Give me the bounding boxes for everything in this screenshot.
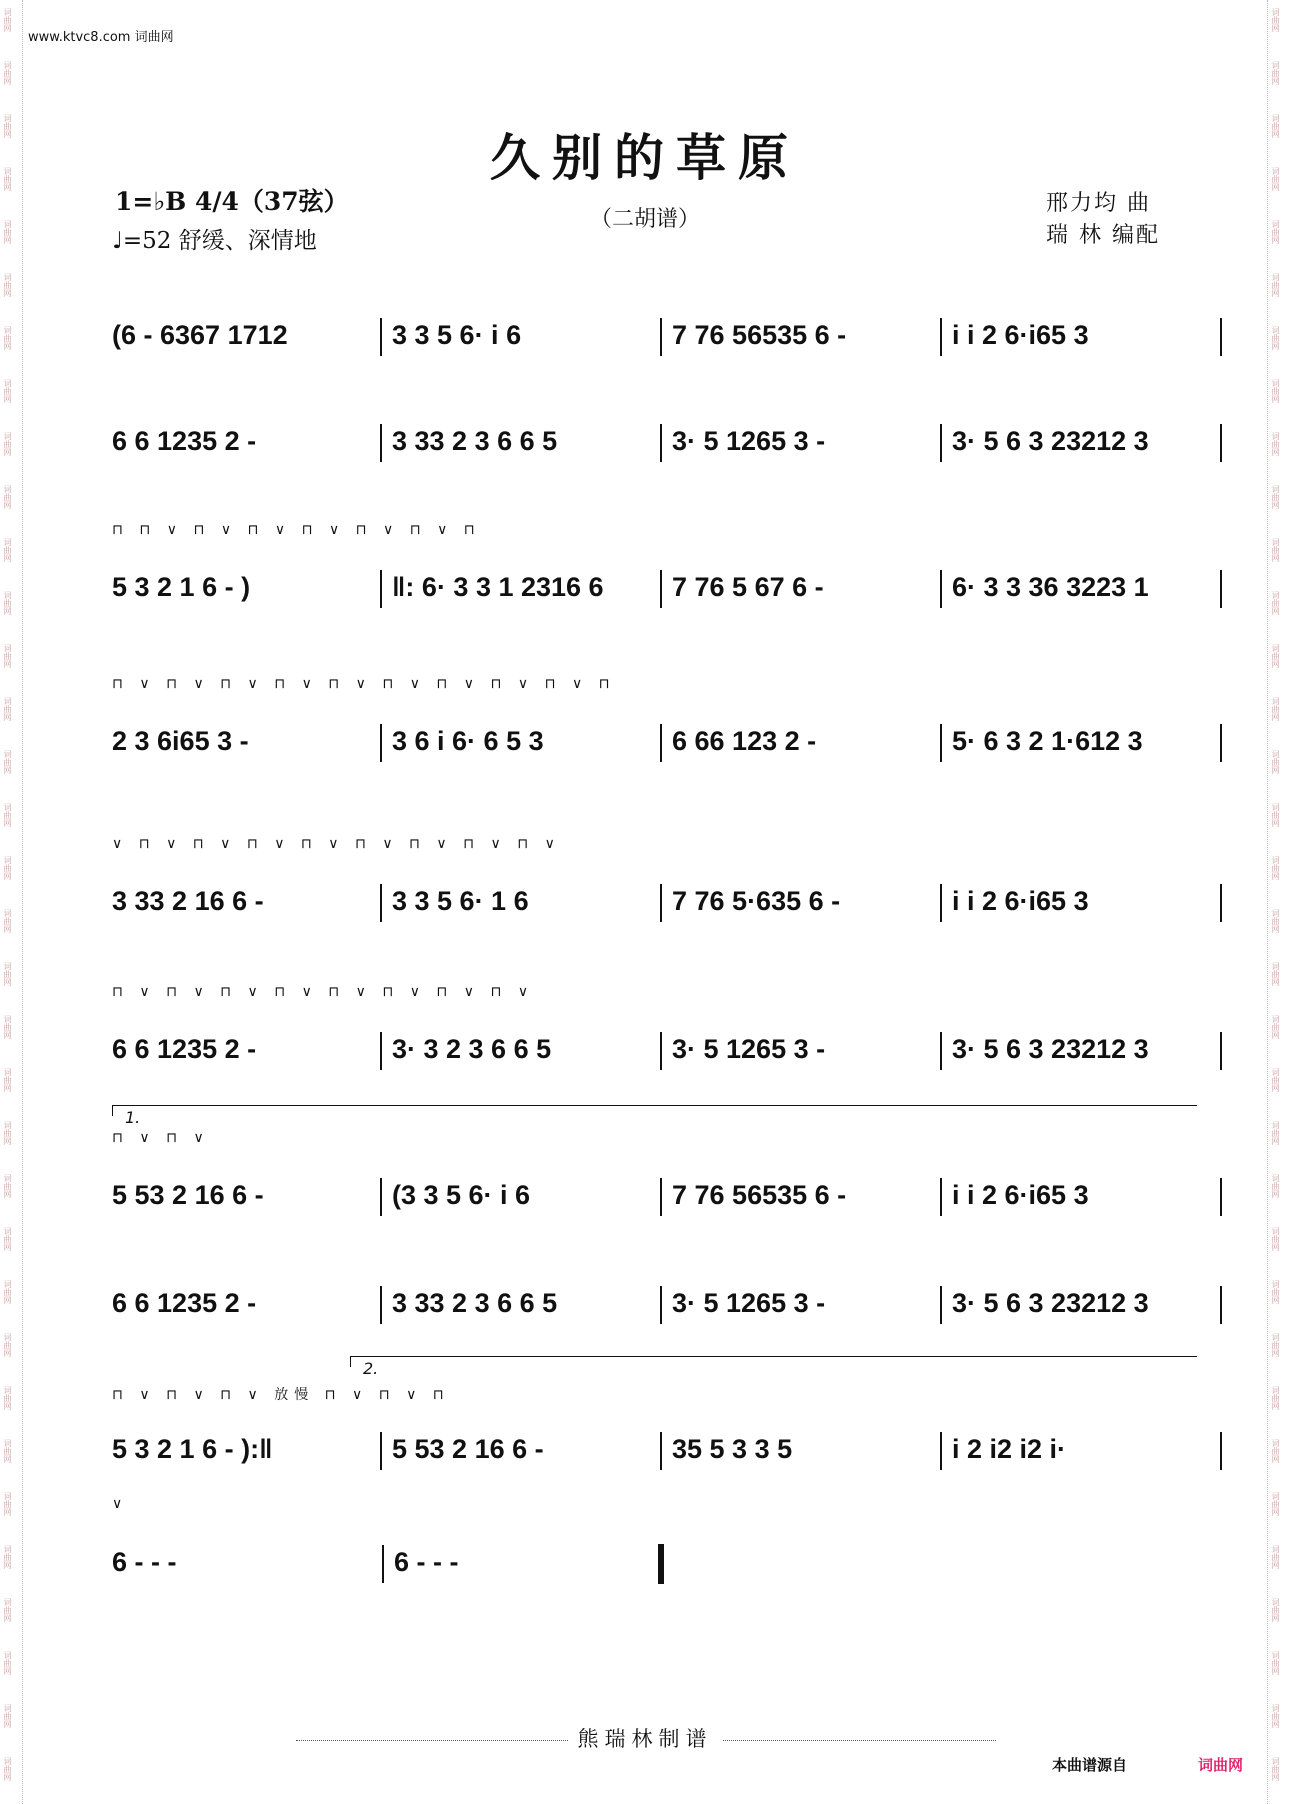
measure: 7 76 5 67 6 - — [672, 572, 824, 603]
measure: (3 3 5 6· i 6 — [392, 1180, 531, 1211]
bar-line — [940, 1286, 942, 1324]
tempo-marking: ♩=52 舒缓、深情地 — [112, 228, 317, 254]
score-row — [112, 1178, 1202, 1212]
bar-line — [380, 1432, 382, 1470]
bar-line — [380, 1178, 382, 1216]
margin-watermark-text: 词曲网 — [1271, 167, 1280, 191]
margin-watermark-text: 词曲网 — [3, 1545, 12, 1569]
bar-line — [940, 884, 942, 922]
margin-watermark-text: 词曲网 — [3, 1015, 12, 1039]
measure: 6· 3 3 36 3223 1 — [952, 572, 1149, 603]
bar-line — [660, 884, 662, 922]
bar-line — [382, 1545, 384, 1583]
margin-watermark-text: 词曲网 — [3, 1386, 12, 1410]
margin-watermark-text: 词曲网 — [1271, 1757, 1280, 1781]
bar-line — [380, 1032, 382, 1070]
bar-line — [1220, 884, 1222, 922]
right-margin-strip — [1267, 0, 1290, 1804]
bar-line — [1220, 1286, 1222, 1324]
margin-watermark-text: 词曲网 — [1271, 856, 1280, 880]
margin-watermark-text: 词曲网 — [1271, 962, 1280, 986]
margin-watermark-text: 词曲网 — [1271, 1015, 1280, 1039]
measure: 35 5 3 3 5 — [672, 1434, 793, 1465]
measure: 3 33 2 16 6 - — [112, 886, 264, 917]
footer-credit: 熊瑞林制谱 — [0, 1723, 1290, 1753]
margin-watermark-text: 词曲网 — [3, 1121, 12, 1145]
margin-watermark-text: 词曲网 — [1271, 697, 1280, 721]
margin-watermark-text: 词曲网 — [3, 1492, 12, 1516]
margin-watermark-text: 词曲网 — [1271, 8, 1280, 32]
margin-watermark-text: 词曲网 — [1271, 114, 1280, 138]
measure: 3 3 5 6· i 6 — [392, 320, 522, 351]
score-row — [112, 1032, 1202, 1066]
margin-watermark-text: 词曲网 — [3, 8, 12, 32]
bar-line — [660, 1178, 662, 1216]
bar-line — [940, 1432, 942, 1470]
measure: 7 76 56535 6 - — [672, 1180, 847, 1211]
bar-line — [380, 884, 382, 922]
measure: 2 3 6i65 3 - — [112, 726, 249, 757]
bowing-marks: ⊓ ∨ ⊓ ∨ ⊓ ∨ ⊓ ∨ ⊓ ∨ ⊓ ∨ ⊓ ∨ ⊓ ∨ — [112, 984, 535, 1000]
bar-line — [660, 424, 662, 462]
score-row — [112, 884, 1202, 918]
measure: 7 76 5·635 6 - — [672, 886, 841, 917]
bar-line — [1220, 318, 1222, 356]
measure: 3 6 i 6· 6 5 3 — [392, 726, 544, 757]
bar-line — [660, 570, 662, 608]
margin-watermark-text: 词曲网 — [1271, 644, 1280, 668]
measure: 5 3 2 1 6 - ) — [112, 572, 251, 603]
margin-watermark-text: 词曲网 — [3, 1598, 12, 1622]
bar-line — [1220, 570, 1222, 608]
margin-watermark-text: 词曲网 — [3, 326, 12, 350]
bowing-marks: ⊓ ∨ ⊓ ∨ ⊓ ∨ ⊓ ∨ ⊓ ∨ ⊓ ∨ ⊓ ∨ ⊓ ∨ ⊓ ∨ ⊓ — [112, 676, 616, 692]
bar-line — [660, 1286, 662, 1324]
key-signature: 1=♭B 4/4（37弦） — [115, 187, 349, 216]
bar-line — [940, 570, 942, 608]
bar-line — [660, 1432, 662, 1470]
bar-line — [660, 318, 662, 356]
score-row — [112, 570, 1202, 604]
bowing-marks: ⊓ ∨ ⊓ ∨ ⊓ ∨ 放慢 ⊓ ∨ ⊓ ∨ ⊓ — [112, 1387, 450, 1403]
margin-watermark-text: 词曲网 — [1271, 591, 1280, 615]
margin-watermark-text: 词曲网 — [3, 1439, 12, 1463]
margin-watermark-text: 词曲网 — [1271, 538, 1280, 562]
measure: 3· 5 1265 3 - — [672, 1288, 826, 1319]
margin-watermark-text: 词曲网 — [3, 803, 12, 827]
measure: 5 53 2 16 6 - — [112, 1180, 264, 1211]
score-row — [112, 424, 1202, 458]
margin-watermark-text: 词曲网 — [3, 485, 12, 509]
margin-watermark-text: 词曲网 — [3, 644, 12, 668]
margin-watermark-text: 词曲网 — [1271, 1439, 1280, 1463]
measure: i i 2 6·i65 3 — [952, 1180, 1089, 1211]
bar-line — [940, 424, 942, 462]
margin-watermark-text: 词曲网 — [3, 697, 12, 721]
bar-line — [1220, 1032, 1222, 1070]
song-subtitle: （二胡谱） — [589, 207, 700, 232]
song-title: 久别的草原 — [490, 128, 800, 187]
measure: 3· 3 2 3 6 6 5 — [392, 1034, 552, 1065]
measure: 3 33 2 3 6 6 5 — [392, 1288, 558, 1319]
score-row — [112, 318, 1202, 352]
score-row — [112, 724, 1202, 758]
margin-watermark-text: 词曲网 — [3, 538, 12, 562]
margin-watermark-text: 词曲网 — [3, 909, 12, 933]
measure: i i 2 6·i65 3 — [952, 886, 1089, 917]
source-site-link[interactable]: 词曲网 — [1198, 1756, 1244, 1774]
bar-line — [380, 570, 382, 608]
measure: 6 66 123 2 - — [672, 726, 817, 757]
bar-line — [380, 424, 382, 462]
bowing-marks: ∨ ⊓ ∨ ⊓ ∨ ⊓ ∨ ⊓ ∨ ⊓ ∨ ⊓ ∨ ⊓ ∨ ⊓ ∨ — [112, 836, 561, 852]
margin-watermark-text: 词曲网 — [1271, 1333, 1280, 1357]
margin-watermark-text: 词曲网 — [1271, 1651, 1280, 1675]
margin-watermark-text: 词曲网 — [3, 1333, 12, 1357]
margin-watermark-text: 词曲网 — [1271, 379, 1280, 403]
margin-watermark-text: 词曲网 — [1271, 909, 1280, 933]
score-row — [112, 1432, 1202, 1466]
measure: 7 76 56535 6 - — [672, 320, 847, 351]
measure: (6 - 6367 1712 — [112, 320, 288, 351]
score-row — [112, 1286, 1202, 1320]
margin-watermark-text: 词曲网 — [3, 167, 12, 191]
measure: i i 2 6·i65 3 — [952, 320, 1089, 351]
bar-line — [380, 1286, 382, 1324]
bar-line — [380, 724, 382, 762]
bowing-marks: ⊓ ∨ ⊓ ∨ — [112, 1130, 210, 1146]
score-row — [112, 1544, 1202, 1578]
volta-1-label: 1. — [125, 1108, 141, 1127]
measure: 6 6 1235 2 - — [112, 1288, 257, 1319]
margin-watermark-text: 词曲网 — [1271, 220, 1280, 244]
bar-line — [660, 724, 662, 762]
bar-line — [1220, 1432, 1222, 1470]
bar-line — [1220, 724, 1222, 762]
arranger-credit: 瑞 林 编配 — [1046, 223, 1160, 248]
site-url[interactable]: www.ktvc8.com 词曲网 — [28, 30, 174, 45]
margin-watermark-text: 词曲网 — [3, 1068, 12, 1092]
margin-watermark-text: 词曲网 — [3, 114, 12, 138]
bar-line — [940, 724, 942, 762]
margin-watermark-text: 词曲网 — [1271, 1492, 1280, 1516]
margin-watermark-text: 词曲网 — [1271, 750, 1280, 774]
measure: 3· 5 6 3 23212 3 — [952, 1288, 1149, 1319]
source-label: 本曲谱源自 — [1052, 1756, 1128, 1774]
measure: 6 6 1235 2 - — [112, 426, 257, 457]
measure: 5 53 2 16 6 - — [392, 1434, 544, 1465]
margin-watermark-text: 词曲网 — [1271, 485, 1280, 509]
margin-watermark-text: 词曲网 — [3, 750, 12, 774]
margin-watermark-text: 词曲网 — [3, 1227, 12, 1251]
margin-watermark-text: 词曲网 — [1271, 432, 1280, 456]
margin-watermark-text: 词曲网 — [3, 591, 12, 615]
composer-credit: 邢力均 曲 — [1046, 191, 1151, 216]
measure: 6 - - - — [394, 1547, 459, 1578]
margin-watermark-text: 词曲网 — [3, 432, 12, 456]
margin-watermark-text: 词曲网 — [1271, 326, 1280, 350]
margin-watermark-text: 词曲网 — [1271, 1704, 1280, 1728]
bar-line — [940, 1178, 942, 1216]
measure: 5· 6 3 2 1·612 3 — [952, 726, 1143, 757]
bar-line — [1220, 1178, 1222, 1216]
bowing-marks: ∨ — [112, 1496, 129, 1512]
bowing-marks: ⊓ ⊓ ∨ ⊓ ∨ ⊓ ∨ ⊓ ∨ ⊓ ∨ ⊓ ∨ ⊓ — [112, 522, 481, 538]
margin-watermark-text: 词曲网 — [1271, 1174, 1280, 1198]
bar-line — [940, 318, 942, 356]
bar-line — [940, 1032, 942, 1070]
margin-watermark-text: 词曲网 — [3, 1651, 12, 1675]
bar-line — [660, 1032, 662, 1070]
margin-watermark-text: 词曲网 — [3, 1174, 12, 1198]
margin-watermark-text: 词曲网 — [3, 379, 12, 403]
volta-bracket-1 — [112, 1105, 1197, 1127]
measure: 3 3 5 6· 1 6 — [392, 886, 529, 917]
margin-watermark-text: 词曲网 — [1271, 1386, 1280, 1410]
bar-line — [380, 318, 382, 356]
bar-line — [1220, 424, 1222, 462]
measure: 3· 5 6 3 23212 3 — [952, 426, 1149, 457]
volta-bracket-2 — [350, 1356, 1197, 1378]
margin-watermark-text: 词曲网 — [3, 856, 12, 880]
measure: ‖: 6· 3 3 1 2316 6 — [392, 572, 604, 603]
margin-watermark-text: 词曲网 — [3, 962, 12, 986]
volta-2-label: 2. — [363, 1359, 379, 1378]
left-margin-strip — [0, 0, 23, 1804]
margin-watermark-text: 词曲网 — [1271, 803, 1280, 827]
margin-watermark-text: 词曲网 — [1271, 61, 1280, 85]
margin-watermark-text: 词曲网 — [1271, 1227, 1280, 1251]
measure: 3· 5 1265 3 - — [672, 426, 826, 457]
margin-watermark-text: 词曲网 — [1271, 1545, 1280, 1569]
margin-watermark-text: 词曲网 — [3, 1280, 12, 1304]
measure: 6 - - - — [112, 1547, 177, 1578]
measure: i 2 i2 i2 i· — [952, 1434, 1067, 1465]
margin-watermark-text: 词曲网 — [1271, 1598, 1280, 1622]
measure: 3· 5 1265 3 - — [672, 1034, 826, 1065]
margin-watermark-text: 词曲网 — [1271, 1121, 1280, 1145]
margin-watermark-text: 词曲网 — [3, 220, 12, 244]
margin-watermark-text: 词曲网 — [3, 61, 12, 85]
margin-watermark-text: 词曲网 — [3, 1757, 12, 1781]
measure: 3· 5 6 3 23212 3 — [952, 1034, 1149, 1065]
margin-watermark-text: 词曲网 — [1271, 273, 1280, 297]
measure: 5 3 2 1 6 - ):‖ — [112, 1434, 273, 1465]
margin-watermark-text: 词曲网 — [1271, 1068, 1280, 1092]
margin-watermark-text: 词曲网 — [3, 1704, 12, 1728]
margin-watermark-text: 词曲网 — [1271, 1280, 1280, 1304]
final-bar-line — [658, 1544, 664, 1584]
measure: 6 6 1235 2 - — [112, 1034, 257, 1065]
margin-watermark-text: 词曲网 — [3, 273, 12, 297]
measure: 3 33 2 3 6 6 5 — [392, 426, 558, 457]
